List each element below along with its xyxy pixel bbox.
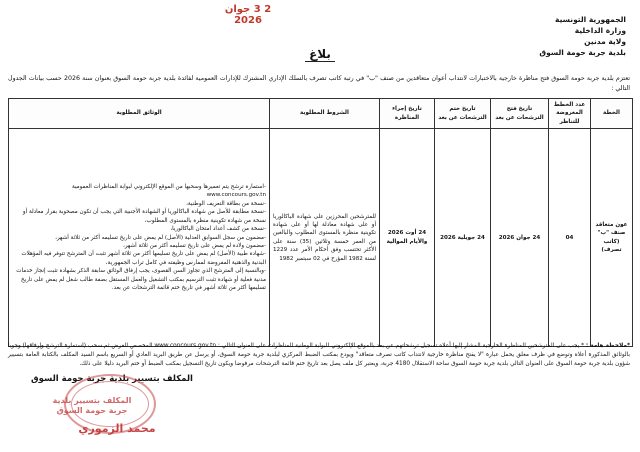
cell-documents — [9, 129, 270, 347]
governorate-name: ولاية مدنين — [584, 37, 626, 46]
header-conditions: الشروط المطلوبة — [270, 99, 380, 129]
stamp-date: 2 3 جوان 2026 — [224, 4, 272, 26]
table-header-row — [9, 99, 633, 129]
intro-paragraph: تعتزم بلدية جربة حومة السوق فتح مناظرة خارجية بالاختبارات لانتداب أعوان متعاقدين من صنف "ب" في رتبة كاتب تصرف بالسلك الإداري المشترك للإدارات العمومية لفائدة بلدية جربة حومة السوق بعنوان سنة 2026 حسب بيانات الجدول التالي : — [8, 75, 630, 92]
ministry-name: وزارة الداخلية — [574, 26, 626, 35]
country-name: الجمهورية التونسية — [555, 15, 626, 24]
header-position: الخطة — [591, 99, 633, 129]
cell-exam-date: 24 أوت 2026 والأيام الموالية — [380, 129, 435, 347]
header-count: عدد الخطط المعروضة للتناظر — [549, 99, 591, 129]
note-text: * يجب على المترشحين للمناظرة الخارجية المشار إليها أعلاه تسجيل ترشحاتهم عن بعد بالموقع الإلكتروني للبوابة الوطنية للمناظرات على العنوان التالي : www.concours.gov.tn المخصص للغرض ثم سحب (استمارة الترشح وإرفاقها) وجوبا بالوثائق المذكورة أعلاه وتوضع في ظرف مغلق يحمل عبارة "لا يفتح مناظرة خارجية لانتداب كاتب تصرف متعاقد" ويودع بمكتب الضبط المركزي لبلدية جربة حومة السوق، أو يرسل عن طريق البريد العادي أو السريع باسم السيد المكلف بالكتابة العامة بتسيير شؤون بلدية جربة حومة السوق على العنوان التالي بلدية جربة حومة السوق ساحة الاستقلال 4180 جربة، ويعتبر كل ملف يصل بعد تاريخ ختم قائمة الترشحات مرفوضا ويكون تاريخ التسجيل بمكتب الضبط أو ختم البريد دليلا على ذلك. — [8, 343, 630, 368]
cell-count: 04 — [549, 129, 591, 347]
document-item: -مضمون من سجل السوابق العدلية (الأصل) لم يمض على تاريخ تسليمه أكثر من ثلاثة أشهر، — [55, 234, 266, 241]
header-open-date: تاريخ فتح الترشحات عن بعد — [491, 99, 549, 129]
header-documents: الوثائق المطلوبة — [9, 99, 270, 129]
document-item: -مضمون ولادة لم يمض على تاريخ تسليمه أكثر من ثلاثة أشهر، — [123, 242, 266, 249]
document-item: -نسخة من بطاقة التعريف الوطنية، — [186, 200, 266, 207]
document-item: -وبالنسبة إلى المترشح الذي تجاوز السن القصوى، يجب إرفاق الوثائق سابقة الذكر بشهادة تثبت إنجاز خدمات مدنية فعلية أو شهادة تثبت الترسيم بمكتب التشغيل والعمل المستقل بصفة طالب شغل لم يمض على تاريخ تسليمها أكثر من ثلاثة أشهر في تاريخ ختم قائمة الترشحات عن بعد. — [16, 268, 266, 291]
header-close-date: تاريخ ختم الترشحات عن بعد — [435, 99, 491, 129]
document-item: -استمارة ترشح يتم تعميرها وسحبها من الموقع الإلكتروني لبوابة المناظرات العمومية www.concours.gov.tn — [71, 184, 266, 199]
document-item: -شهادة طبية (الأصل) لم يمض على تاريخ تسليمها أكثر من ثلاثة أشهر تثبت أن المترشح تتوفر فيه المؤهلات البدنية والذهنية المفروضة لممارس وظيفته في كامل تراب الجمهورية، — [21, 251, 266, 266]
document-title-text: بلاغ — [305, 47, 335, 62]
municipality-name: بلدية جربة حومة السوق — [539, 48, 626, 57]
document-item: -نسخة مطابقة للأصل من شهادة الباكالوريا أو الشهادة الأجنبية التي يجب أن تكون مصحوبة بقرار معادلة أو نسخة من شهادة تكوينية منظرة بالمستوى المطلوب، — [22, 209, 266, 224]
cell-conditions: للمترشحين المحرزين على شهادة الباكالوريا أو على شهادة معادلة لها أو على شهادة تكوينية منظرة بالمستوى المطلوب والبالغين من العمر خمسة وثلاثين (35) سنة على الأكثر تحتسب وفق أحكام الأمر عدد 1229 لسنة 1982 المؤرخ في 02 سبتمبر 1982 — [270, 129, 380, 347]
document-item: -نسخة من كشف أعداد امتحان الباكالوريا، — [170, 226, 266, 233]
cell-open-date: 24 جوان 2026 — [491, 129, 549, 347]
stamp-text-line-1: المكلف بتسيير بلدية — [52, 396, 132, 405]
signatory-name: محمد الزموري — [78, 422, 156, 435]
note-label: *ملاحظة هامة : — [585, 343, 630, 349]
stamp-text-line-2: جربة حومة السوق — [56, 406, 128, 415]
document-title — [0, 47, 640, 61]
signatory-title: المكلف بتسيير بلدية جربة حومة السوق — [31, 374, 193, 384]
cell-close-date: 24 جويلية 2026 — [435, 129, 491, 347]
signature-block — [22, 366, 202, 444]
table-row — [9, 129, 633, 347]
cell-position: عون متعاقد صنف "ب" (كاتب تصرف) — [591, 129, 633, 347]
header-exam-date: تاريخ إجراء المناظرة — [380, 99, 435, 129]
recruitment-table — [8, 98, 633, 347]
